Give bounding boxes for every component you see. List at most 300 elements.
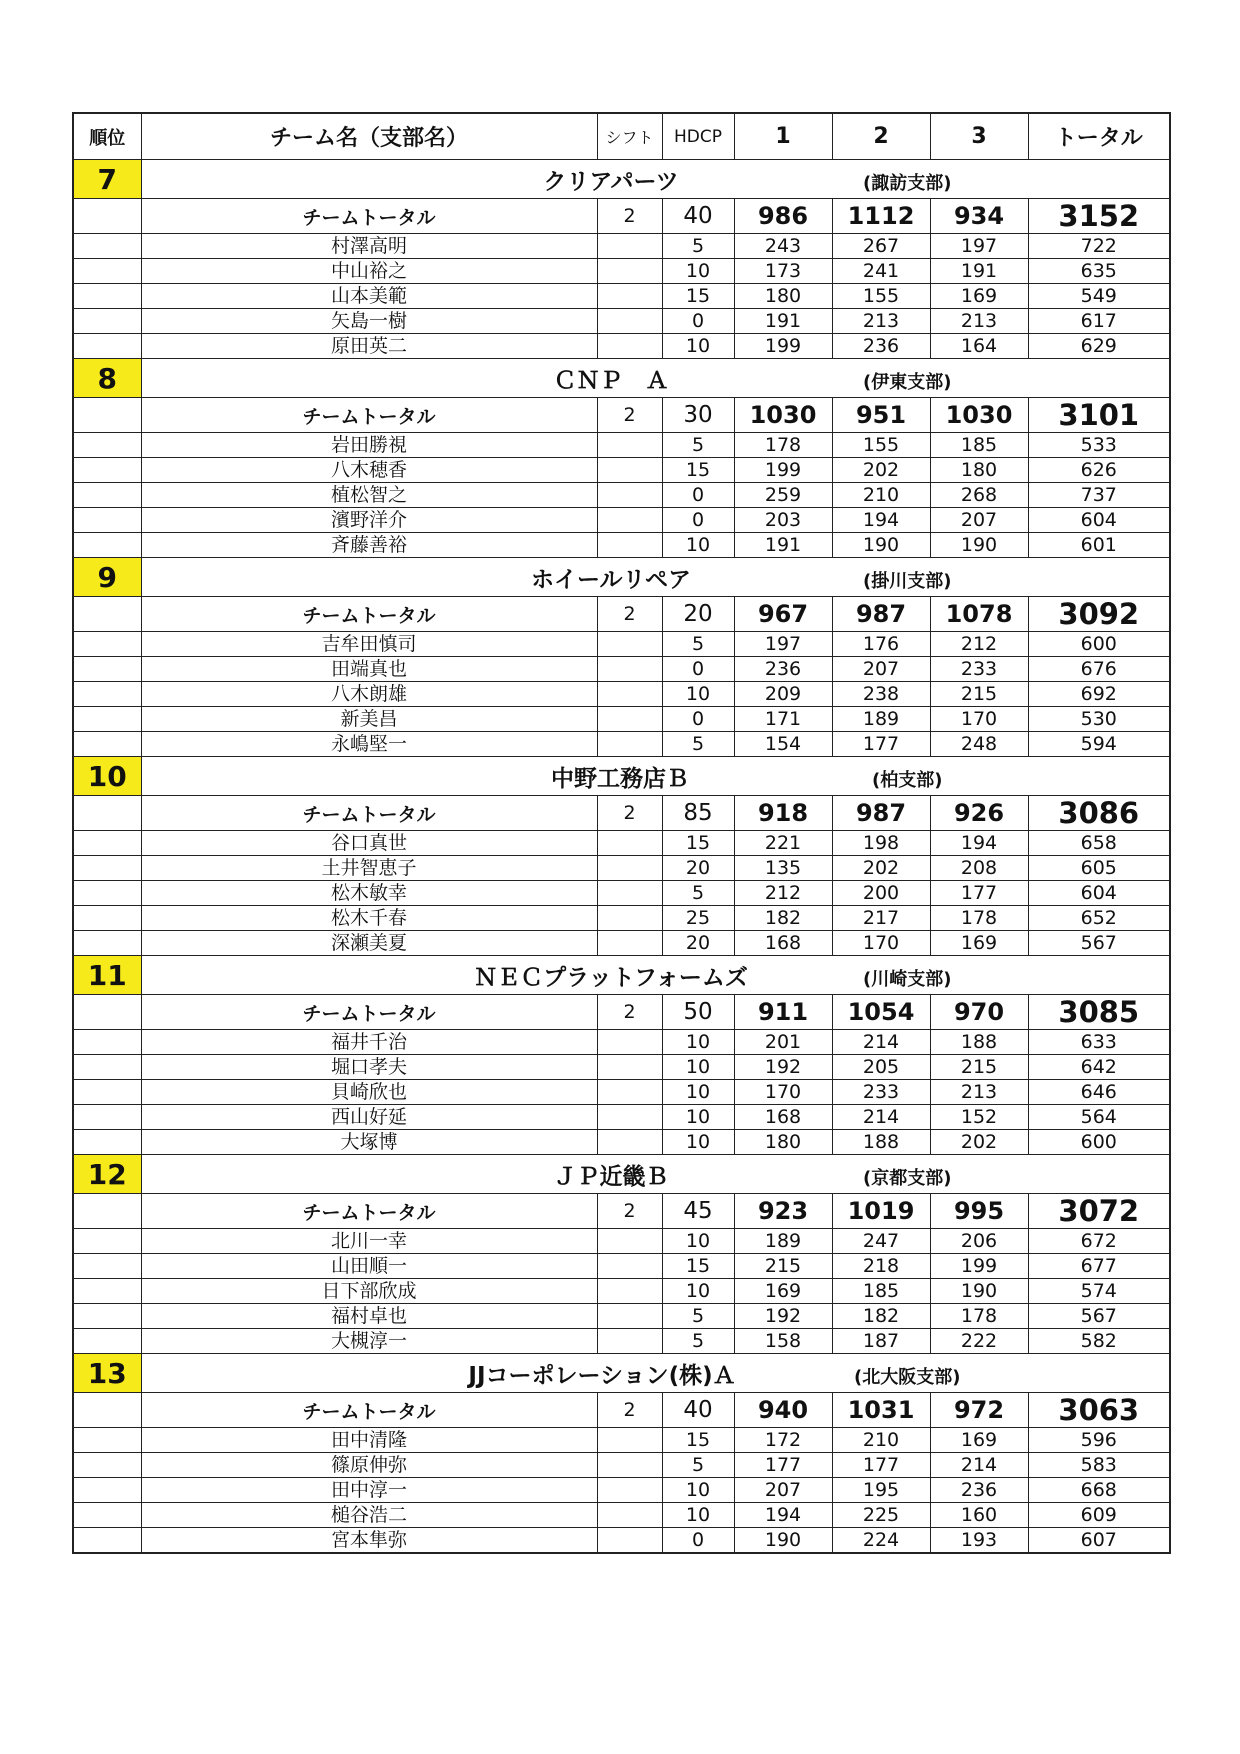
- team-game-1: 923: [734, 1194, 832, 1229]
- player-row: [73, 1279, 1170, 1304]
- player-game-3: 197: [930, 234, 1028, 259]
- player-hdcp: 10: [662, 1229, 734, 1254]
- player-row: [73, 856, 1170, 881]
- player-game-1: 173: [734, 259, 832, 284]
- player-name: 岩田勝視: [141, 433, 597, 458]
- team-name: ＣＮＰ Ａ: [553, 367, 669, 394]
- header-total: トータル: [1028, 113, 1170, 160]
- player-game-1: 221: [734, 831, 832, 856]
- player-game-3: 215: [930, 1055, 1028, 1080]
- player-shift: [597, 906, 662, 931]
- player-shift: [597, 1428, 662, 1453]
- player-total: 582: [1028, 1329, 1170, 1354]
- team-total: 3063: [1028, 1393, 1170, 1428]
- team-hdcp: 30: [662, 398, 734, 433]
- team-game-3: 926: [930, 796, 1028, 831]
- player-game-3: 199: [930, 1254, 1028, 1279]
- player-game-2: 155: [832, 433, 930, 458]
- player-name: 中山裕之: [141, 259, 597, 284]
- team-shift: 2: [597, 199, 662, 234]
- player-row: [73, 483, 1170, 508]
- team-total-label: チームトータル: [141, 796, 597, 831]
- team-total-row: [73, 597, 1170, 632]
- team-game-2: 987: [832, 597, 930, 632]
- player-game-2: 214: [832, 1030, 930, 1055]
- table-header: [73, 113, 1170, 160]
- header-rank: 順位: [73, 113, 141, 160]
- player-hdcp: 10: [662, 1030, 734, 1055]
- player-game-3: 152: [930, 1105, 1028, 1130]
- player-game-1: 199: [734, 458, 832, 483]
- team-game-2: 1031: [832, 1393, 930, 1428]
- player-game-2: 233: [832, 1080, 930, 1105]
- player-name: 福井千治: [141, 1030, 597, 1055]
- player-hdcp: 15: [662, 831, 734, 856]
- player-game-1: 189: [734, 1229, 832, 1254]
- table-body: [73, 160, 1170, 1554]
- player-game-2: 205: [832, 1055, 930, 1080]
- team-game-3: 1030: [930, 398, 1028, 433]
- team-game-1: 1030: [734, 398, 832, 433]
- team-total-label: チームトータル: [141, 995, 597, 1030]
- player-name: 深瀬美夏: [141, 931, 597, 956]
- player-game-3: 190: [930, 1279, 1028, 1304]
- team-game-1: 967: [734, 597, 832, 632]
- player-hdcp: 10: [662, 1503, 734, 1528]
- player-shift: [597, 433, 662, 458]
- team-name: クリアパーツ: [543, 168, 679, 195]
- player-game-1: 172: [734, 1428, 832, 1453]
- rank-badge: 11: [73, 956, 141, 995]
- player-row: [73, 334, 1170, 359]
- player-total: 646: [1028, 1080, 1170, 1105]
- team-total: 3072: [1028, 1194, 1170, 1229]
- player-game-2: 207: [832, 657, 930, 682]
- player-shift: [597, 856, 662, 881]
- player-row: [73, 508, 1170, 533]
- player-game-2: 170: [832, 931, 930, 956]
- player-game-2: 218: [832, 1254, 930, 1279]
- team-header-row: [73, 359, 1170, 398]
- team-total: 3092: [1028, 597, 1170, 632]
- team-name-cell: [141, 160, 1170, 199]
- player-hdcp: 5: [662, 732, 734, 757]
- branch-name: (諏訪支部): [863, 172, 952, 194]
- player-game-1: 192: [734, 1304, 832, 1329]
- team-name: JJコーポレーション(株)Ａ: [468, 1362, 736, 1389]
- player-game-3: 194: [930, 831, 1028, 856]
- player-game-2: 210: [832, 483, 930, 508]
- player-game-3: 160: [930, 1503, 1028, 1528]
- player-total: 633: [1028, 1030, 1170, 1055]
- player-shift: [597, 1304, 662, 1329]
- player-hdcp: 0: [662, 657, 734, 682]
- branch-name: (掛川支部): [863, 570, 952, 592]
- team-name: ホイールリペア: [530, 566, 692, 593]
- player-name: 土井智恵子: [141, 856, 597, 881]
- player-total: 692: [1028, 682, 1170, 707]
- team-hdcp: 50: [662, 995, 734, 1030]
- team-total-row: [73, 199, 1170, 234]
- player-hdcp: 25: [662, 906, 734, 931]
- player-shift: [597, 458, 662, 483]
- header-game-3: 3: [930, 113, 1028, 160]
- team-game-2: 951: [832, 398, 930, 433]
- team-shift: 2: [597, 398, 662, 433]
- player-hdcp: 15: [662, 458, 734, 483]
- player-shift: [597, 931, 662, 956]
- player-hdcp: 0: [662, 1528, 734, 1554]
- player-hdcp: 10: [662, 1105, 734, 1130]
- team-shift: 2: [597, 995, 662, 1030]
- player-game-2: 182: [832, 1304, 930, 1329]
- team-game-2: 987: [832, 796, 930, 831]
- player-game-1: 191: [734, 533, 832, 558]
- player-game-3: 214: [930, 1453, 1028, 1478]
- rank-badge: 13: [73, 1354, 141, 1393]
- player-shift: [597, 533, 662, 558]
- player-game-2: 155: [832, 284, 930, 309]
- header-shift: シフト: [597, 113, 662, 160]
- team-total-row: [73, 796, 1170, 831]
- player-game-1: 182: [734, 906, 832, 931]
- player-total: 617: [1028, 309, 1170, 334]
- player-game-2: 200: [832, 881, 930, 906]
- player-total: 607: [1028, 1528, 1170, 1554]
- player-total: 604: [1028, 881, 1170, 906]
- player-game-1: 180: [734, 1130, 832, 1155]
- player-total: 658: [1028, 831, 1170, 856]
- player-row: [73, 682, 1170, 707]
- player-game-3: 213: [930, 1080, 1028, 1105]
- player-shift: [597, 1229, 662, 1254]
- player-game-1: 207: [734, 1478, 832, 1503]
- player-game-1: 209: [734, 682, 832, 707]
- player-row: [73, 1229, 1170, 1254]
- team-total-label: チームトータル: [141, 1393, 597, 1428]
- player-game-3: 164: [930, 334, 1028, 359]
- player-game-1: 259: [734, 483, 832, 508]
- player-game-3: 207: [930, 508, 1028, 533]
- player-hdcp: 10: [662, 1279, 734, 1304]
- team-total-row: [73, 1393, 1170, 1428]
- player-game-1: 236: [734, 657, 832, 682]
- player-name: 西山好延: [141, 1105, 597, 1130]
- player-game-1: 197: [734, 632, 832, 657]
- team-hdcp: 40: [662, 199, 734, 234]
- player-game-3: 191: [930, 259, 1028, 284]
- player-game-3: 212: [930, 632, 1028, 657]
- player-row: [73, 1528, 1170, 1554]
- player-hdcp: 10: [662, 334, 734, 359]
- branch-name: (柏支部): [872, 769, 943, 791]
- player-row: [73, 234, 1170, 259]
- team-hdcp: 40: [662, 1393, 734, 1428]
- player-total: 530: [1028, 707, 1170, 732]
- player-shift: [597, 1080, 662, 1105]
- header-hdcp: HDCP: [662, 113, 734, 160]
- player-game-2: 188: [832, 1130, 930, 1155]
- player-game-2: 187: [832, 1329, 930, 1354]
- team-game-1: 918: [734, 796, 832, 831]
- player-row: [73, 1478, 1170, 1503]
- player-name: 山本美範: [141, 284, 597, 309]
- player-total: 594: [1028, 732, 1170, 757]
- player-name: 谷口真世: [141, 831, 597, 856]
- player-game-1: 169: [734, 1279, 832, 1304]
- header-game-2: 2: [832, 113, 930, 160]
- team-game-3: 995: [930, 1194, 1028, 1229]
- team-total: 3086: [1028, 796, 1170, 831]
- header-game-1: 1: [734, 113, 832, 160]
- player-game-2: 195: [832, 1478, 930, 1503]
- player-shift: [597, 334, 662, 359]
- player-hdcp: 10: [662, 1080, 734, 1105]
- player-game-3: 222: [930, 1329, 1028, 1354]
- player-shift: [597, 657, 662, 682]
- player-hdcp: 15: [662, 1254, 734, 1279]
- player-row: [73, 533, 1170, 558]
- player-row: [73, 831, 1170, 856]
- team-shift: 2: [597, 1393, 662, 1428]
- player-shift: [597, 1478, 662, 1503]
- header-team: チーム名（支部名）: [141, 113, 597, 160]
- branch-name: (北大阪支部): [854, 1366, 961, 1388]
- player-row: [73, 259, 1170, 284]
- player-row: [73, 1055, 1170, 1080]
- branch-name: (川崎支部): [863, 968, 952, 990]
- team-game-1: 911: [734, 995, 832, 1030]
- team-header-row: [73, 757, 1170, 796]
- player-hdcp: 20: [662, 931, 734, 956]
- player-game-2: 202: [832, 856, 930, 881]
- player-shift: [597, 682, 662, 707]
- player-hdcp: 5: [662, 1304, 734, 1329]
- player-game-3: 178: [930, 1304, 1028, 1329]
- player-row: [73, 632, 1170, 657]
- player-shift: [597, 1105, 662, 1130]
- player-row: [73, 1329, 1170, 1354]
- team-total-row: [73, 398, 1170, 433]
- team-total-label: チームトータル: [141, 1194, 597, 1229]
- team-name-cell: [141, 1155, 1170, 1194]
- player-total: 567: [1028, 1304, 1170, 1329]
- player-row: [73, 881, 1170, 906]
- player-game-3: 233: [930, 657, 1028, 682]
- player-hdcp: 10: [662, 533, 734, 558]
- player-total: 574: [1028, 1279, 1170, 1304]
- team-game-1: 986: [734, 199, 832, 234]
- player-shift: [597, 1329, 662, 1354]
- player-row: [73, 1130, 1170, 1155]
- player-hdcp: 0: [662, 707, 734, 732]
- player-game-3: 206: [930, 1229, 1028, 1254]
- team-header-row: [73, 956, 1170, 995]
- player-game-2: 194: [832, 508, 930, 533]
- player-name: 田中淳一: [141, 1478, 597, 1503]
- player-game-2: 224: [832, 1528, 930, 1554]
- player-game-1: 168: [734, 1105, 832, 1130]
- player-game-2: 177: [832, 1453, 930, 1478]
- player-game-1: 215: [734, 1254, 832, 1279]
- team-game-3: 1078: [930, 597, 1028, 632]
- team-header-row: [73, 1155, 1170, 1194]
- team-header-row: [73, 558, 1170, 597]
- player-shift: [597, 309, 662, 334]
- results-table: [72, 112, 1171, 1554]
- team-name-cell: [141, 956, 1170, 995]
- player-name: 大塚博: [141, 1130, 597, 1155]
- player-hdcp: 15: [662, 1428, 734, 1453]
- player-total: 642: [1028, 1055, 1170, 1080]
- player-name: 日下部欣成: [141, 1279, 597, 1304]
- player-hdcp: 5: [662, 1453, 734, 1478]
- player-game-3: 215: [930, 682, 1028, 707]
- team-name: 中野工務店Ｂ: [551, 765, 690, 792]
- player-hdcp: 0: [662, 483, 734, 508]
- player-game-1: 203: [734, 508, 832, 533]
- player-game-2: 176: [832, 632, 930, 657]
- team-shift: 2: [597, 796, 662, 831]
- player-name: 原田英二: [141, 334, 597, 359]
- player-total: 676: [1028, 657, 1170, 682]
- player-shift: [597, 1528, 662, 1554]
- player-name: 村澤高明: [141, 234, 597, 259]
- player-shift: [597, 707, 662, 732]
- player-name: 植松智之: [141, 483, 597, 508]
- team-total: 3085: [1028, 995, 1170, 1030]
- player-game-2: 202: [832, 458, 930, 483]
- player-hdcp: 0: [662, 508, 734, 533]
- player-total: 600: [1028, 1130, 1170, 1155]
- player-total: 567: [1028, 931, 1170, 956]
- branch-name: (伊東支部): [863, 371, 952, 393]
- player-game-2: 241: [832, 259, 930, 284]
- player-total: 635: [1028, 259, 1170, 284]
- player-game-1: 212: [734, 881, 832, 906]
- player-total: 549: [1028, 284, 1170, 309]
- player-game-3: 188: [930, 1030, 1028, 1055]
- player-row: [73, 732, 1170, 757]
- player-name: 大槻淳一: [141, 1329, 597, 1354]
- team-game-2: 1112: [832, 199, 930, 234]
- player-hdcp: 15: [662, 284, 734, 309]
- team-hdcp: 20: [662, 597, 734, 632]
- player-total: 601: [1028, 533, 1170, 558]
- player-game-3: 185: [930, 433, 1028, 458]
- player-name: 斉藤善裕: [141, 533, 597, 558]
- player-game-1: 243: [734, 234, 832, 259]
- player-game-1: 178: [734, 433, 832, 458]
- player-game-3: 268: [930, 483, 1028, 508]
- team-total: 3152: [1028, 199, 1170, 234]
- player-game-3: 178: [930, 906, 1028, 931]
- player-total: 583: [1028, 1453, 1170, 1478]
- player-game-1: 180: [734, 284, 832, 309]
- player-game-3: 208: [930, 856, 1028, 881]
- player-hdcp: 5: [662, 632, 734, 657]
- player-game-2: 236: [832, 334, 930, 359]
- player-row: [73, 931, 1170, 956]
- team-total-row: [73, 1194, 1170, 1229]
- player-hdcp: 10: [662, 1130, 734, 1155]
- player-name: 八木朗雄: [141, 682, 597, 707]
- player-shift: [597, 259, 662, 284]
- player-name: 矢島一樹: [141, 309, 597, 334]
- player-game-2: 213: [832, 309, 930, 334]
- player-name: 山田順一: [141, 1254, 597, 1279]
- player-game-1: 199: [734, 334, 832, 359]
- player-name: 貝崎欣也: [141, 1080, 597, 1105]
- player-total: 626: [1028, 458, 1170, 483]
- team-shift: 2: [597, 1194, 662, 1229]
- player-row: [73, 657, 1170, 682]
- player-row: [73, 1503, 1170, 1528]
- player-hdcp: 5: [662, 1329, 734, 1354]
- player-hdcp: 5: [662, 234, 734, 259]
- player-total: 605: [1028, 856, 1170, 881]
- player-row: [73, 1304, 1170, 1329]
- player-shift: [597, 234, 662, 259]
- player-total: 672: [1028, 1229, 1170, 1254]
- player-game-1: 158: [734, 1329, 832, 1354]
- player-game-3: 213: [930, 309, 1028, 334]
- player-game-1: 168: [734, 931, 832, 956]
- player-shift: [597, 1030, 662, 1055]
- player-game-3: 248: [930, 732, 1028, 757]
- player-row: [73, 1254, 1170, 1279]
- player-total: 652: [1028, 906, 1170, 931]
- player-game-1: 192: [734, 1055, 832, 1080]
- player-shift: [597, 1055, 662, 1080]
- player-shift: [597, 483, 662, 508]
- rank-badge: 10: [73, 757, 141, 796]
- player-game-1: 135: [734, 856, 832, 881]
- player-shift: [597, 284, 662, 309]
- branch-name: (京都支部): [863, 1167, 952, 1189]
- player-hdcp: 5: [662, 881, 734, 906]
- player-hdcp: 10: [662, 682, 734, 707]
- player-game-3: 193: [930, 1528, 1028, 1554]
- player-game-2: 189: [832, 707, 930, 732]
- player-row: [73, 707, 1170, 732]
- rank-badge: 7: [73, 160, 141, 199]
- team-game-2: 1054: [832, 995, 930, 1030]
- player-game-2: 177: [832, 732, 930, 757]
- player-shift: [597, 508, 662, 533]
- rank-badge: 8: [73, 359, 141, 398]
- player-row: [73, 1105, 1170, 1130]
- player-row: [73, 1428, 1170, 1453]
- player-game-1: 171: [734, 707, 832, 732]
- player-game-2: 238: [832, 682, 930, 707]
- player-game-1: 154: [734, 732, 832, 757]
- player-total: 600: [1028, 632, 1170, 657]
- player-row: [73, 309, 1170, 334]
- player-name: 吉牟田慎司: [141, 632, 597, 657]
- player-game-2: 198: [832, 831, 930, 856]
- player-game-1: 190: [734, 1528, 832, 1554]
- player-game-1: 177: [734, 1453, 832, 1478]
- team-hdcp: 85: [662, 796, 734, 831]
- player-total: 604: [1028, 508, 1170, 533]
- team-name-cell: [141, 757, 1170, 796]
- player-name: 永嶋堅一: [141, 732, 597, 757]
- player-name: 宮本隼弥: [141, 1528, 597, 1554]
- player-row: [73, 1080, 1170, 1105]
- player-name: 北川一幸: [141, 1229, 597, 1254]
- player-shift: [597, 831, 662, 856]
